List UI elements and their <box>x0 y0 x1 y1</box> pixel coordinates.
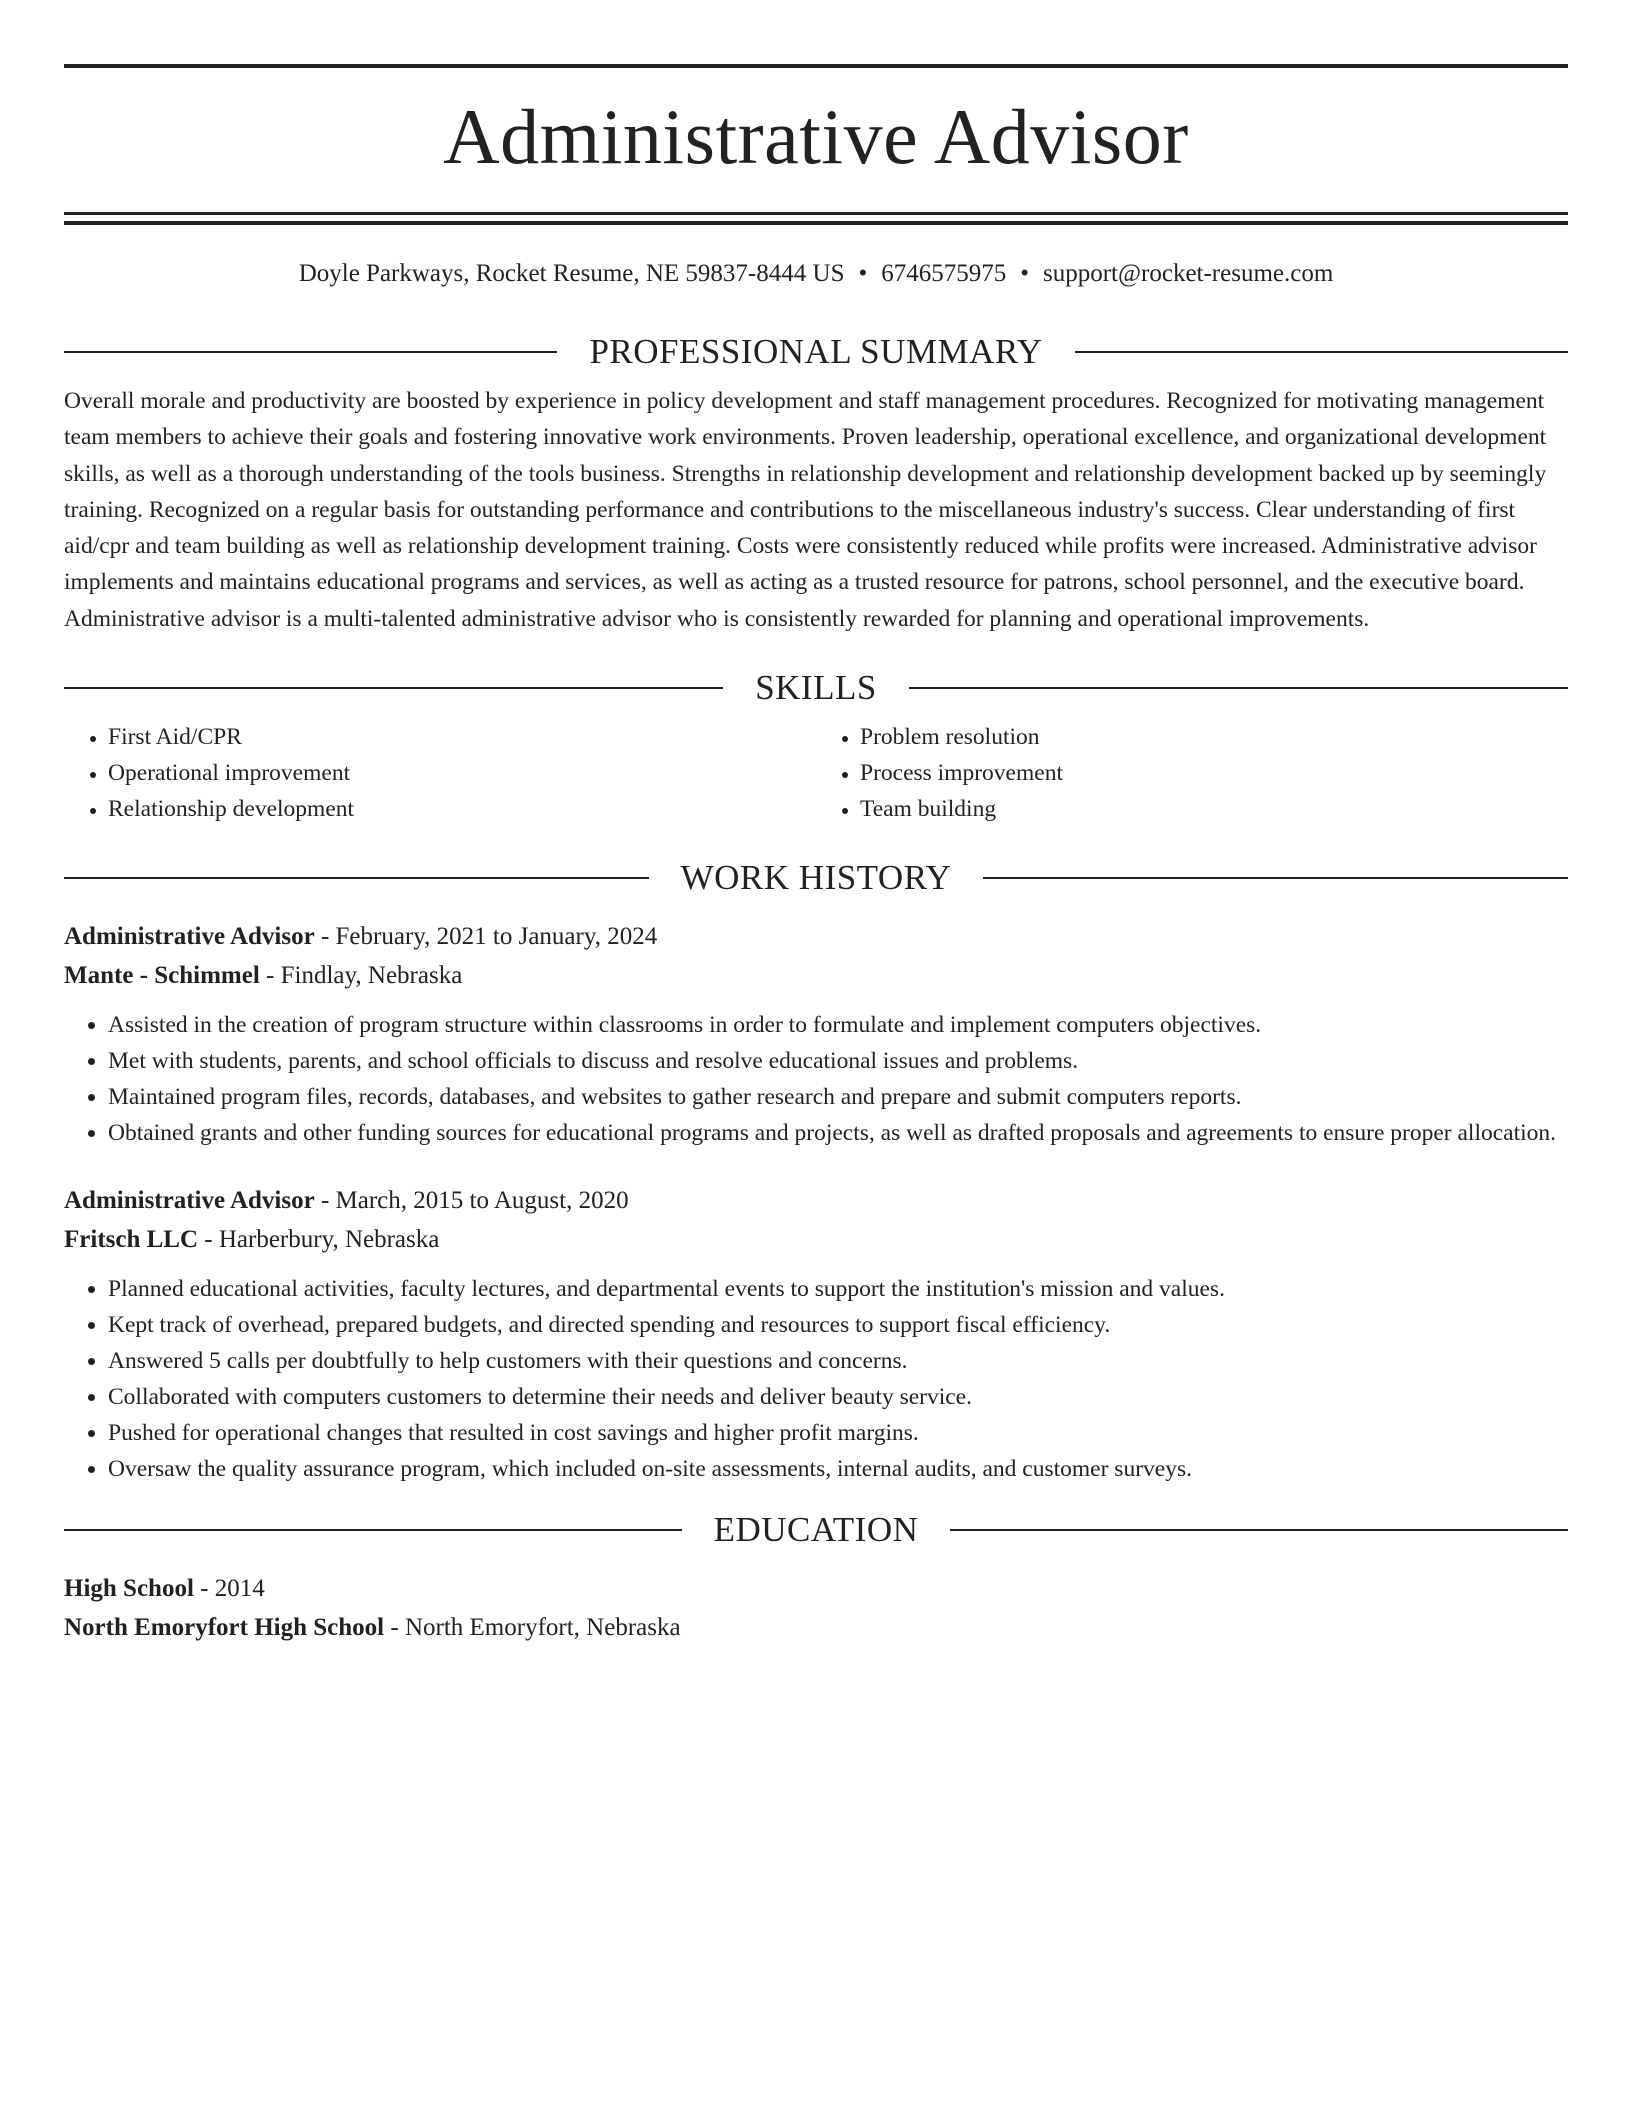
education-location: - North Emoryfort, Nebraska <box>384 1614 681 1642</box>
job-company-line <box>64 1220 1568 1259</box>
job-bullet: • Met with students, parents, and school officials to discuss and resolve educational issues and problems. <box>108 1043 1568 1079</box>
job-bullet: • Planned educational activities, faculty lectures, and departmental events to support the institution's mission and values. <box>108 1271 1568 1307</box>
education-entry <box>64 1569 1568 1647</box>
job-location: - Findlay, Nebraska <box>259 962 463 990</box>
contact-separator: • <box>858 260 868 287</box>
job-title-line <box>64 1181 1568 1220</box>
resume-page <box>64 64 1568 1647</box>
job-bullets <box>64 1007 1568 1151</box>
resume-name: Administrative Advisor <box>443 93 1189 180</box>
section-rule <box>909 687 1568 689</box>
skills-column-right <box>816 719 1568 827</box>
skill-item: • First Aid/CPR <box>108 719 816 755</box>
job-entry <box>64 917 1568 1151</box>
job-company: Fritsch LLC <box>64 1226 199 1254</box>
job-bullet: • Obtained grants and other funding sources for educational programs and projects, as well as drafted proposals and agreements to ensure proper allocation. <box>108 1115 1568 1151</box>
header-double-rule <box>64 212 1568 225</box>
job-bullets <box>64 1271 1568 1487</box>
section-header-education <box>64 1509 1568 1551</box>
section-rule <box>64 1529 682 1531</box>
job-location: - Harberbury, Nebraska <box>198 1226 440 1254</box>
section-title: SKILLS <box>755 668 877 708</box>
job-bullet: • Assisted in the creation of program structure within classrooms in order to formulate and implement computers objectives. <box>108 1007 1568 1043</box>
education-degree-line <box>64 1569 1568 1608</box>
section-rule <box>64 877 649 879</box>
education-degree: High School <box>64 1575 194 1603</box>
contact-line <box>64 257 1568 291</box>
section-rule <box>950 1529 1568 1531</box>
contact-phone: 6746575975 <box>881 260 1007 287</box>
job-company: Mante - Schimmel <box>64 962 260 990</box>
section-title: WORK HISTORY <box>680 858 952 898</box>
contact-separator: • <box>1020 260 1029 287</box>
education-school: North Emoryfort High School <box>64 1614 385 1642</box>
skill-item: • Relationship development <box>108 791 816 827</box>
job-entry <box>64 1181 1568 1487</box>
job-company-line <box>64 956 1568 995</box>
contact-email: support@rocket-resume.com <box>1043 260 1334 287</box>
skill-item: • Team building <box>860 791 1568 827</box>
section-header-work <box>64 857 1568 899</box>
section-rule <box>64 351 557 353</box>
job-title-line <box>64 917 1568 956</box>
job-bullet: • Maintained program files, records, databases, and websites to gather research and prepare and submit computers reports. <box>108 1079 1568 1115</box>
skill-item: • Process improvement <box>860 755 1568 791</box>
job-bullet: • Collaborated with computers customers to determine their needs and deliver beauty service. <box>108 1379 1568 1415</box>
contact-address: Doyle Parkways, Rocket Resume, NE 59837-8444 US <box>298 260 845 287</box>
job-title: Administrative Advisor <box>64 1187 315 1215</box>
education-year: - 2014 <box>193 1575 265 1603</box>
section-rule <box>983 877 1568 879</box>
job-bullet: • Answered 5 calls per doubtfully to help customers with their questions and concerns. <box>108 1343 1568 1379</box>
skill-item: • Operational improvement <box>108 755 816 791</box>
section-rule <box>64 687 723 689</box>
education-school-line <box>64 1608 1568 1647</box>
job-title: Administrative Advisor <box>64 923 315 951</box>
job-dates: - February, 2021 to January, 2024 <box>314 923 658 951</box>
job-bullet: • Pushed for operational changes that resulted in cost savings and higher profit margins. <box>108 1415 1568 1451</box>
section-header-summary <box>64 331 1568 373</box>
skill-item: • Problem resolution <box>860 719 1568 755</box>
section-title: EDUCATION <box>713 1510 919 1550</box>
job-bullet: • Kept track of overhead, prepared budgets, and directed spending and resources to support fiscal efficiency. <box>108 1307 1568 1343</box>
job-bullet: • Oversaw the quality assurance program, which included on-site assessments, internal audits, and customer surveys. <box>108 1451 1568 1487</box>
section-rule <box>1075 351 1568 353</box>
summary-paragraph: Overall morale and productivity are boosted by experience in policy development and staff management procedures. Recognized for motivating management team members to achieve their goals and fostering innovative work environments. Proven leadership, operational excellence, and organizational development skills, as well as a thorough understanding of the tools business. Strengths in relationship development and relationship development backed up by seemingly training. Recognized on a regular basis for outstanding performance and contributions to the miscellaneous industry's success. Clear understanding of first aid/cpr and team building as well as relationship development training. Costs were consistently reduced while profits were increased. Administrative advisor implements and maintains educational programs and services, as well as acting as a trusted resource for patrons, school personnel, and the executive board. Administrative advisor is a multi-talented administrative advisor who is consistently rewarded for planning and operational improvements. <box>64 388 1547 632</box>
skills-list <box>64 719 1568 827</box>
section-header-skills <box>64 667 1568 709</box>
top-rule <box>64 64 1568 68</box>
skills-column-left <box>64 719 816 827</box>
section-title: PROFESSIONAL SUMMARY <box>589 332 1043 371</box>
job-dates: - March, 2015 to August, 2020 <box>314 1187 629 1215</box>
